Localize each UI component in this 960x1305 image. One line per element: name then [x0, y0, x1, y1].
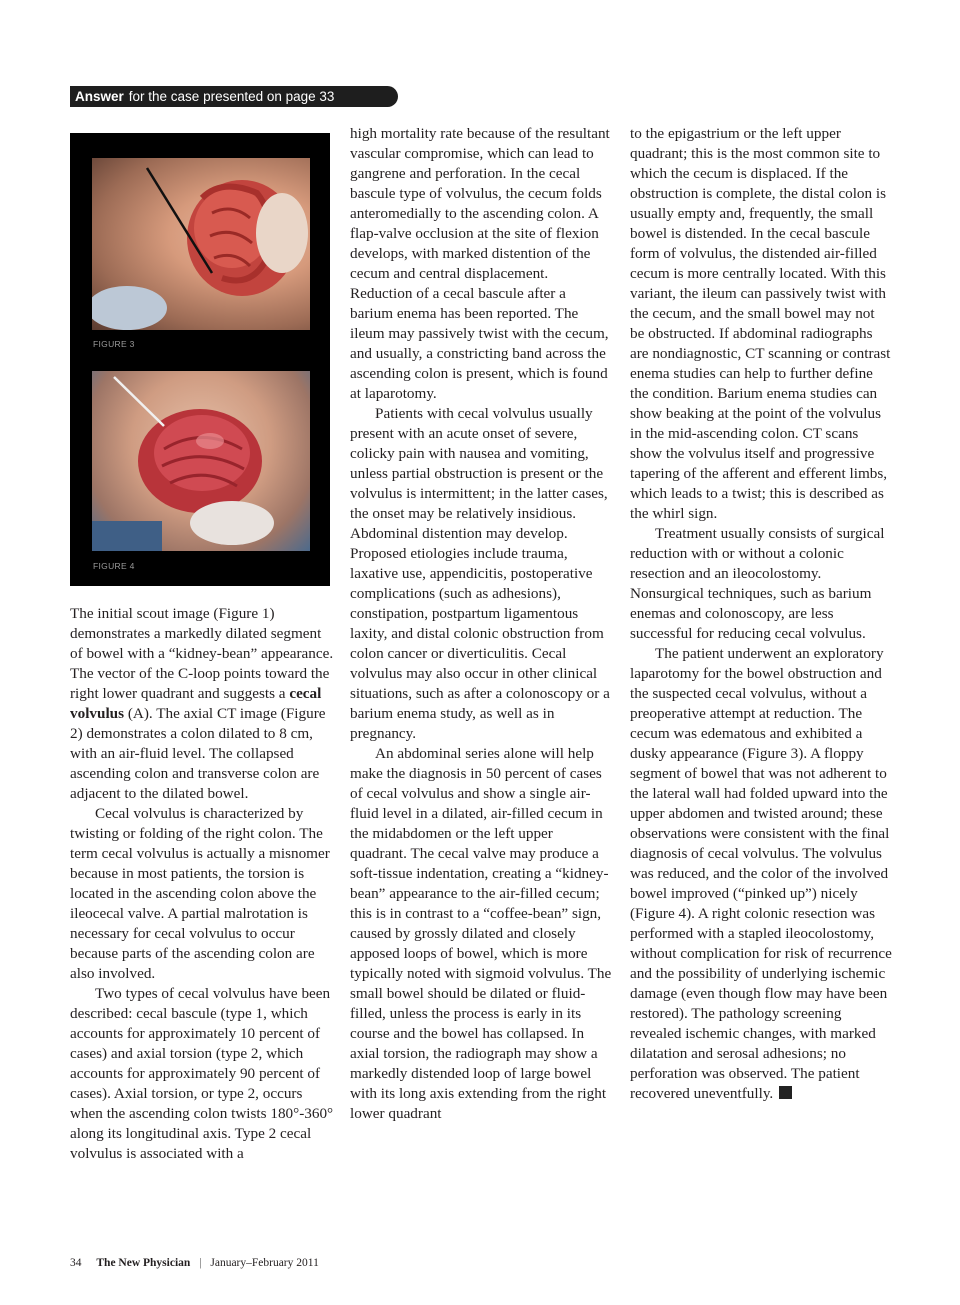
paragraph: Two types of cecal volvulus have been described: cecal bascule (type 1, which accounts for approximately 10 percent of cases) and axial torsion (type 2, which accounts for approximately 90 percent of cases). Axial torsion, or type 2, occurs when the ascending colon twists 180°-360° along its longitudinal axis. Type 2 cecal volvulus is associated with a — [70, 985, 334, 1162]
figure-3-illustration — [92, 158, 310, 330]
page-footer — [70, 1257, 319, 1269]
figure-3-photo — [92, 158, 310, 330]
end-of-article-icon — [779, 1086, 792, 1099]
figure-4-photo — [92, 371, 310, 551]
paragraph: Cecal volvulus is characterized by twisting or folding of the right colon. The term cecal volvulus is actually a misnomer because in most patients, the torsion is located in the ascending colon above the ileocecal valve. A partial malrotation is necessary for cecal volvulus to occur because parts of the ascending colon are also involved. — [70, 805, 330, 982]
paragraph — [70, 604, 334, 804]
answer-label: Answer — [75, 89, 124, 104]
paragraph-text: The patient underwent an exploratory laparotomy for the bowel obstruction and the suspected cecal volvulus, without a preoperative attempt at reduction. The cecum was edematous and exhibited a dusky appearance (Figure 3). A floppy segment of bowel that was not adherent to the lateral wall had folded upward into the upper abdomen and twisted around; these observations were consistent with the final diagnosis of cecal volvulus. The volvulus was reduced, and the color of the involved bowel improved (“pinked up”) nicely (Figure 4). A right colonic resection was performed with a stapled ileocolostomy, without complication for risk of recurrence and the possibility of underlying ischemic damage (even though flow may have been restored). The pathology screening revealed ischemic changes, with marked dilatation and serosal adhesions; no perforation was observed. The patient recovered uneventfully. — [630, 645, 892, 1102]
figure-4-label: FIGURE 4 — [93, 561, 135, 571]
paragraph: An abdominal series alone will help make the diagnosis in 50 percent of cases of cecal volvulus and show a single air-fluid level in a dilated, air-filled cecum in the midabdomen or the left upper quadrant. The cecal valve may produce a soft-tissue indentation, creating a “kidney-bean” appearance to the air-filled cecum; this is in contrast to a “coffee-bean” sign, caused by grossly dilated and closely apposed loops of bowel, which is more typically noted with sigmoid volvulus. The small bowel should be dilated or fluid-filled, unless the process is early in its course and the bowel has collapsed. In axial torsion, the radiograph may show a markedly distended loop of large bowel with its long axis extending from the right lower quadrant — [350, 745, 612, 1122]
article-column-1 — [70, 604, 334, 1164]
key-term-cecal-volvulus: cecal volvulus — [70, 685, 322, 722]
paragraph: to the epigastrium or the left upper quadrant; this is the most common site to which the cecum is displaced. If the obstruction is complete, the distal colon is usually empty and, frequently, the small bowel is distended. In the cecal bascule form of volvulus, the distended air-filled cecum is more centrally located. With this variant, the ileum can passively twist with the cecum, and the small bowel may not be obstructed. If abdominal radiographs are nondiagnostic, CT scanning or contrast enema studies can help to further define the condition. Barium enema studies can show beaking at the point of the volvulus in the mid-ascending colon. CT scans show the volvulus itself and progressive tapering of the afferent and efferent limbs, which leads to a twist; this is described as the whirl sign. — [630, 125, 891, 522]
answer-header-bar — [70, 86, 398, 107]
figure-4-illustration — [92, 371, 310, 551]
paragraph: Patients with cecal volvulus usually present with an acute onset of severe, colicky pain with nausea and vomiting, unless partial obstruction is present or the volvulus is intermittent; in the latter cases, the onset may be relatively insidious. Abdominal distention may develop. Proposed etiologies include trauma, laxative use, appendicitis, postoperative complications (such as adhesions), constipation, postpartum ligamentous laxity, and distal colonic obstruction from colon cancer or diverticulitis. Cecal volvulus may also occur in other clinical situations, such as after a colonoscopy or a barium enema study, as well as in pregnancy. — [350, 405, 610, 742]
figure-3-label: FIGURE 3 — [93, 339, 135, 349]
article-column-3 — [630, 124, 892, 1104]
paragraph — [630, 644, 892, 1104]
answer-subtitle: for the case presented on page 33 — [128, 89, 335, 104]
footer-separator: | — [199, 1257, 202, 1269]
article-column-2 — [350, 124, 612, 1124]
paragraph-text: The initial scout image (Figure 1) demonstrates a markedly dilated segment of bowel with a “kidney-bean” appearance. The vector of the C-loop points toward the right lower quadrant and suggests a — [70, 605, 334, 702]
magazine-title: The New Physician — [96, 1257, 191, 1269]
paragraph-text: (A). The axial CT image (Figure 2) demonstrates a colon dilated to 8 cm, with an air-fluid level. The collapsed ascending colon and transverse colon are adjacent to the dilated bowel. — [70, 705, 326, 802]
figure-panel — [70, 133, 330, 586]
paragraph: Treatment usually consists of surgical reduction with or without a colonic resection and an ileocolostomy. Nonsurgical techniques, such as barium enemas and colonoscopy, are less successful for reducing cecal volvulus. — [630, 525, 885, 642]
page-number: 34 — [70, 1257, 82, 1269]
paragraph: high mortality rate because of the resultant vascular compromise, which can lead to gangrene and perforation. In the cecal bascule type of volvulus, the cecum folds anteromedially to the ascending colon. A flap-valve occlusion at the site of flexion develops, with marked distention of the cecum and central displacement. Reduction of a cecal bascule after a barium enema has been reported. The ileum may passively twist with the cecum, and usually, a constricting band across the ascending colon is present, which is found at laparotomy. — [350, 125, 610, 402]
issue-date: January–February 2011 — [210, 1257, 319, 1269]
